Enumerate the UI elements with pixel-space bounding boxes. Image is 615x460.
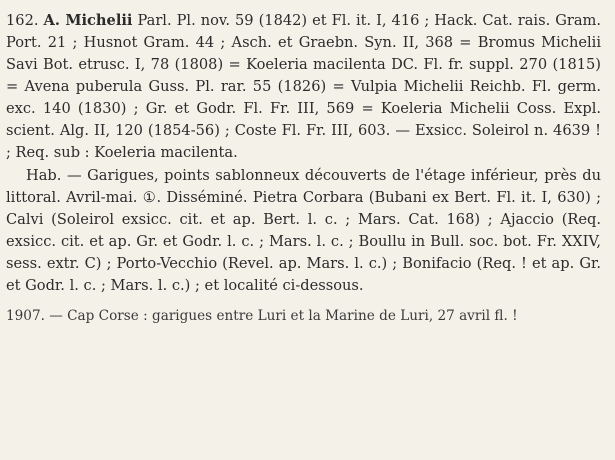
species-entry — [6, 10, 601, 164]
species-name: A. Michelii — [43, 12, 133, 29]
entry-number: 162. — [6, 12, 39, 29]
observation-paragraph: 1907. — Cap Corse : garigues entre Luri et la Marine de Luri, 27 avril fl. ! — [6, 308, 518, 324]
synonymy-text: Parl. Pl. nov. 59 (1842) et Fl. it. I, 416 ; Hack. Cat. rais. Gram. Port. 21 ; Husnot Gram. 44 ; Asch. et Graebn. Syn. II, 368 = Bromus Michelii Savi Bot. etrusc. I, 78 (1808) = Koeleria macilenta DC. Fl. fr. suppl. 270 (1815) = Avena puberula Guss. Pl. rar. 55 (1826) = Vulpia Michelii Reichb. Fl. germ. exc. 140 (1830) ; Gr. et Godr. Fl. Fr. III, 569 = Koeleria Michelii Coss. Expl. scient. Alg. II, 120 (1854-56) ; Coste Fl. Fr. III, 603. — Exsicc. Soleirol n. 4639 ! ; Req. sub : Koeleria macilenta. — [6, 12, 602, 161]
habitat-paragraph: Hab. — Garigues, points sablonneux découverts de l'étage inférieur, près du littoral. Avril-mai. ①. Disséminé. Pietra Corbara (Bubani ex Bert. Fl. it. I, 630) ; Calvi (Soleirol exsicc. cit. et ap. Bert. l. c. ; Mars. Cat. 168) ; Ajaccio (Req. exsicc. cit. et ap. Gr. et Godr. l. c. ; Mars. l. c. ; Boullu in Bull. soc. bot. Fr. XXIV, sess. extr. C) ; Porto-Vecchio (Revel. ap. Mars. l. c.) ; Bonifacio (Req. ! et ap. Gr. et Godr. l. c. ; Mars. l. c.) ; et localité ci-dessous. — [6, 167, 601, 294]
